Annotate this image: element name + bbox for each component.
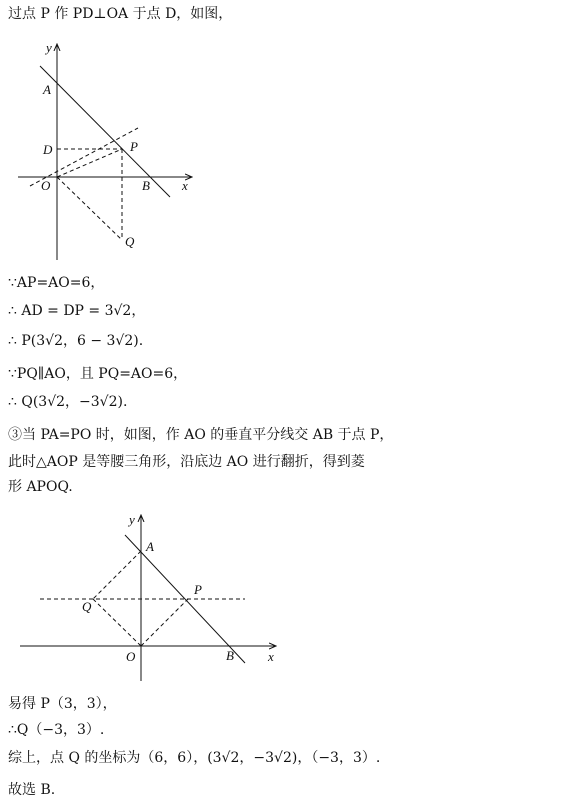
- label-p: P: [130, 139, 138, 154]
- label-b: B: [142, 178, 150, 193]
- label-o: O: [126, 649, 136, 664]
- label-b: B: [226, 648, 234, 663]
- text-line-11: ∴Q（−3，3）.: [8, 722, 105, 738]
- label-q: Q: [82, 599, 92, 614]
- label-o: O: [41, 178, 51, 193]
- label-d: D: [43, 142, 53, 157]
- text-line-12: 综上，点 Q 的坐标为（6，6），(3√2，−3√2)，（−3，3）.: [8, 750, 381, 766]
- text-line-8: 此时△AOP 是等腰三角形，沿底边 AO 进行翻折，得到菱: [8, 454, 365, 470]
- text-line-1: 过点 P 作 PD⊥OA 于点 D，如图，: [8, 6, 233, 22]
- label-q: Q: [125, 234, 135, 249]
- segment-oq: [57, 177, 122, 240]
- figure-1: [0, 32, 200, 264]
- text-line-4: ∴ P(3√2，6 − 3√2).: [8, 333, 144, 349]
- label-x: x: [182, 178, 188, 193]
- text-line-3: ∴ AD = DP = 3√2，: [8, 303, 146, 319]
- segment-op: [141, 599, 188, 646]
- label-a: A: [146, 539, 154, 554]
- label-y: y: [129, 512, 135, 527]
- segment-qo: [93, 599, 141, 646]
- segment-op-inner: [57, 149, 122, 177]
- label-y: y: [46, 40, 52, 55]
- text-line-7: ③当 PA=PO 时，如图，作 AO 的垂直平分线交 AB 于点 P，: [8, 427, 394, 443]
- label-x: x: [268, 649, 274, 664]
- figure-2: [0, 505, 290, 685]
- text-line-13: 故选 B.: [8, 782, 56, 798]
- text-line-6: ∴ Q(3√2，−3√2).: [8, 394, 128, 410]
- text-line-9: 形 APOQ.: [8, 479, 73, 495]
- label-p: P: [194, 582, 202, 597]
- text-line-10: 易得 P（3，3），: [8, 696, 117, 712]
- segment-aq: [93, 551, 141, 599]
- label-a: A: [43, 82, 51, 97]
- text-line-2: ∵AP=AO=6，: [8, 275, 105, 291]
- text-line-5: ∵PQ∥AO，且 PQ=AO=6，: [8, 366, 188, 382]
